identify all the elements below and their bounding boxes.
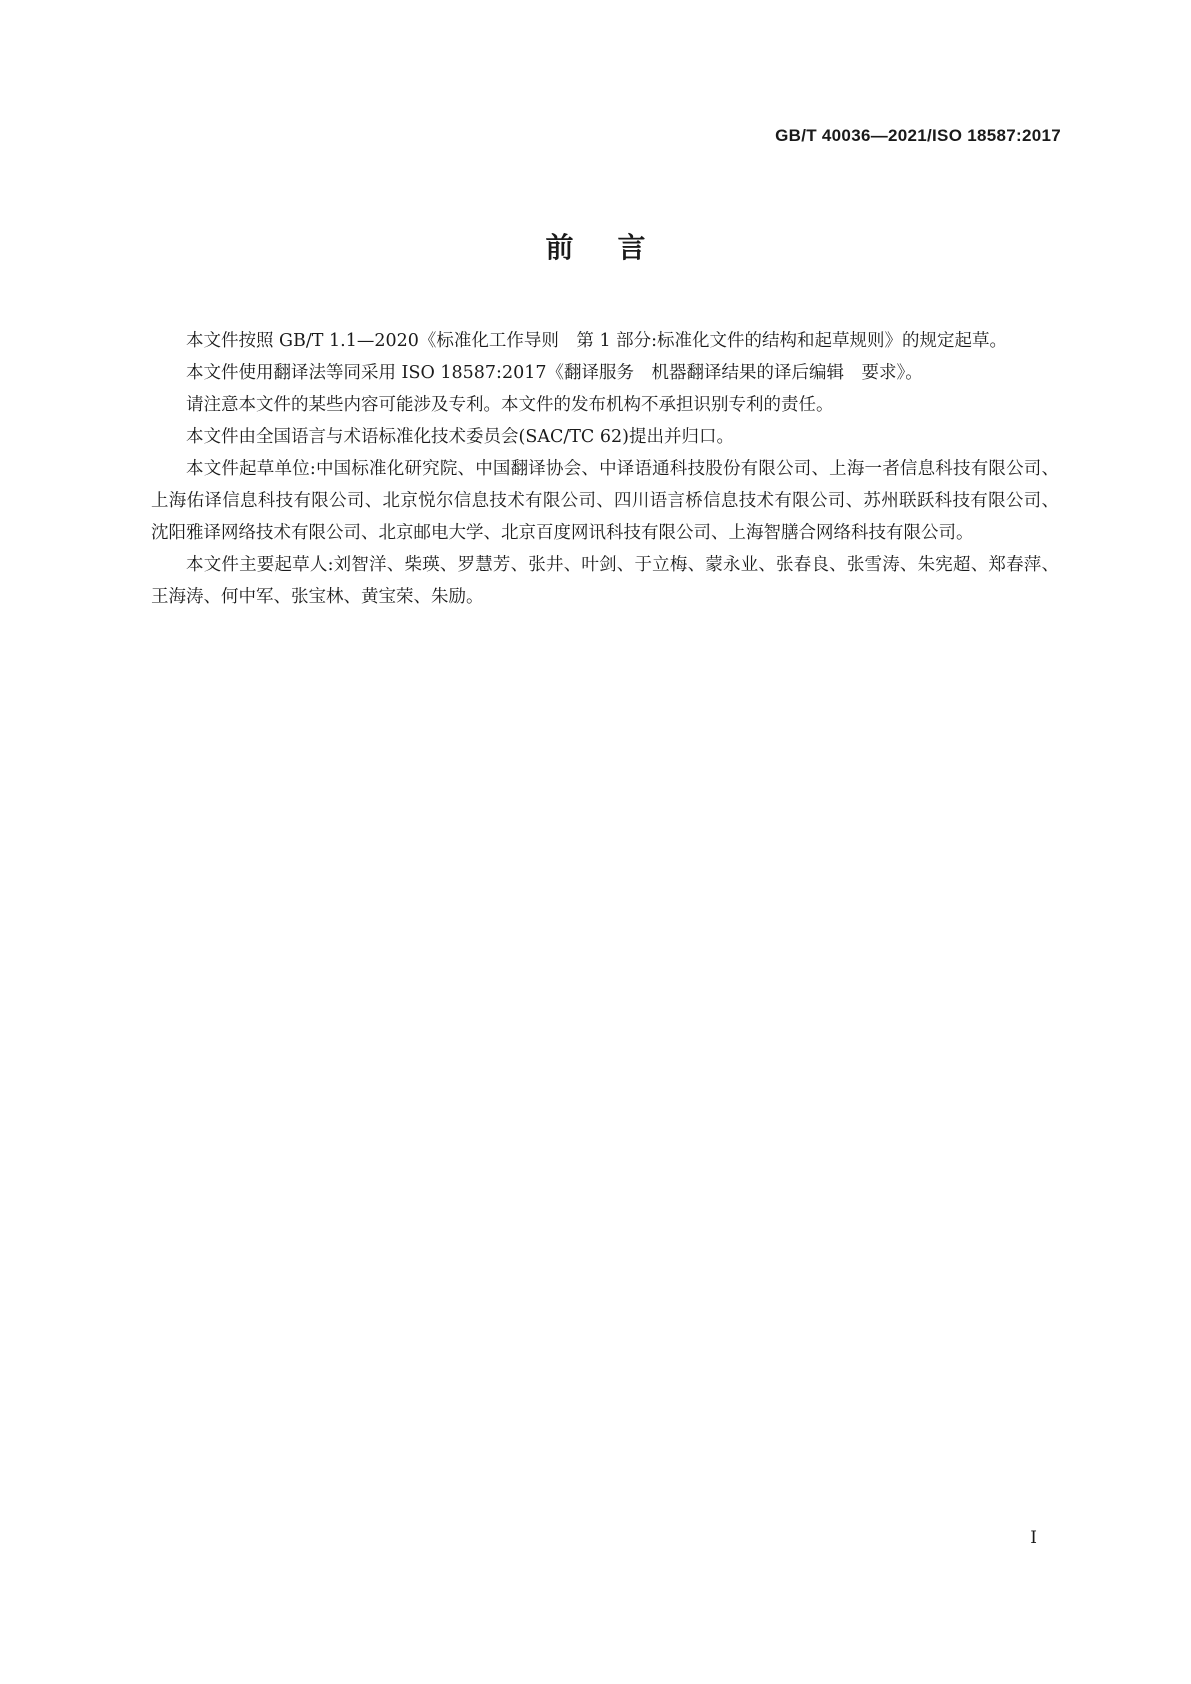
paragraph-drafting-rules: 本文件按照 GB/T 1.1—2020《标准化工作导则 第 1 部分:标准化文件的结构和起草规则》的规定起草。 [186, 331, 1008, 351]
page-number: I [1030, 1528, 1037, 1548]
paragraph-adoption: 本文件使用翻译法等同采用 ISO 18587:2017《翻译服务 机器翻译结果的译后编辑 要求》。 [186, 363, 923, 383]
paragraph-patent-notice: 请注意本文件的某些内容可能涉及专利。本文件的发布机构不承担识别专利的责任。 [186, 395, 834, 415]
standard-number: GB/T 40036—2021/ISO 18587:2017 [775, 126, 1061, 145]
paragraph-drafting-units: 本文件起草单位:中国标准化研究院、中国翻译协会、中译语通科技股份有限公司、上海一者信息科技有限公司、上海佑译信息科技有限公司、北京悦尔信息技术有限公司、四川语言桥信息技术有限公司、苏州联跃科技有限公司、沈阳雅译网络技术有限公司、北京邮电大学、北京百度网讯科技有限公司、上海智膳合网络科技有限公司。 [151, 459, 1059, 543]
foreword-body [151, 325, 1059, 613]
paragraph-drafters: 本文件主要起草人:刘智洋、柴瑛、罗慧芳、张井、叶剑、于立梅、蒙永业、张春良、张雪涛、朱宪超、郑春萍、王海涛、何中军、张宝林、黄宝荣、朱励。 [151, 555, 1059, 607]
paragraph-committee: 本文件由全国语言与术语标准化技术委员会(SAC/TC 62)提出并归口。 [186, 427, 734, 447]
page-title: 前言 [545, 231, 690, 264]
